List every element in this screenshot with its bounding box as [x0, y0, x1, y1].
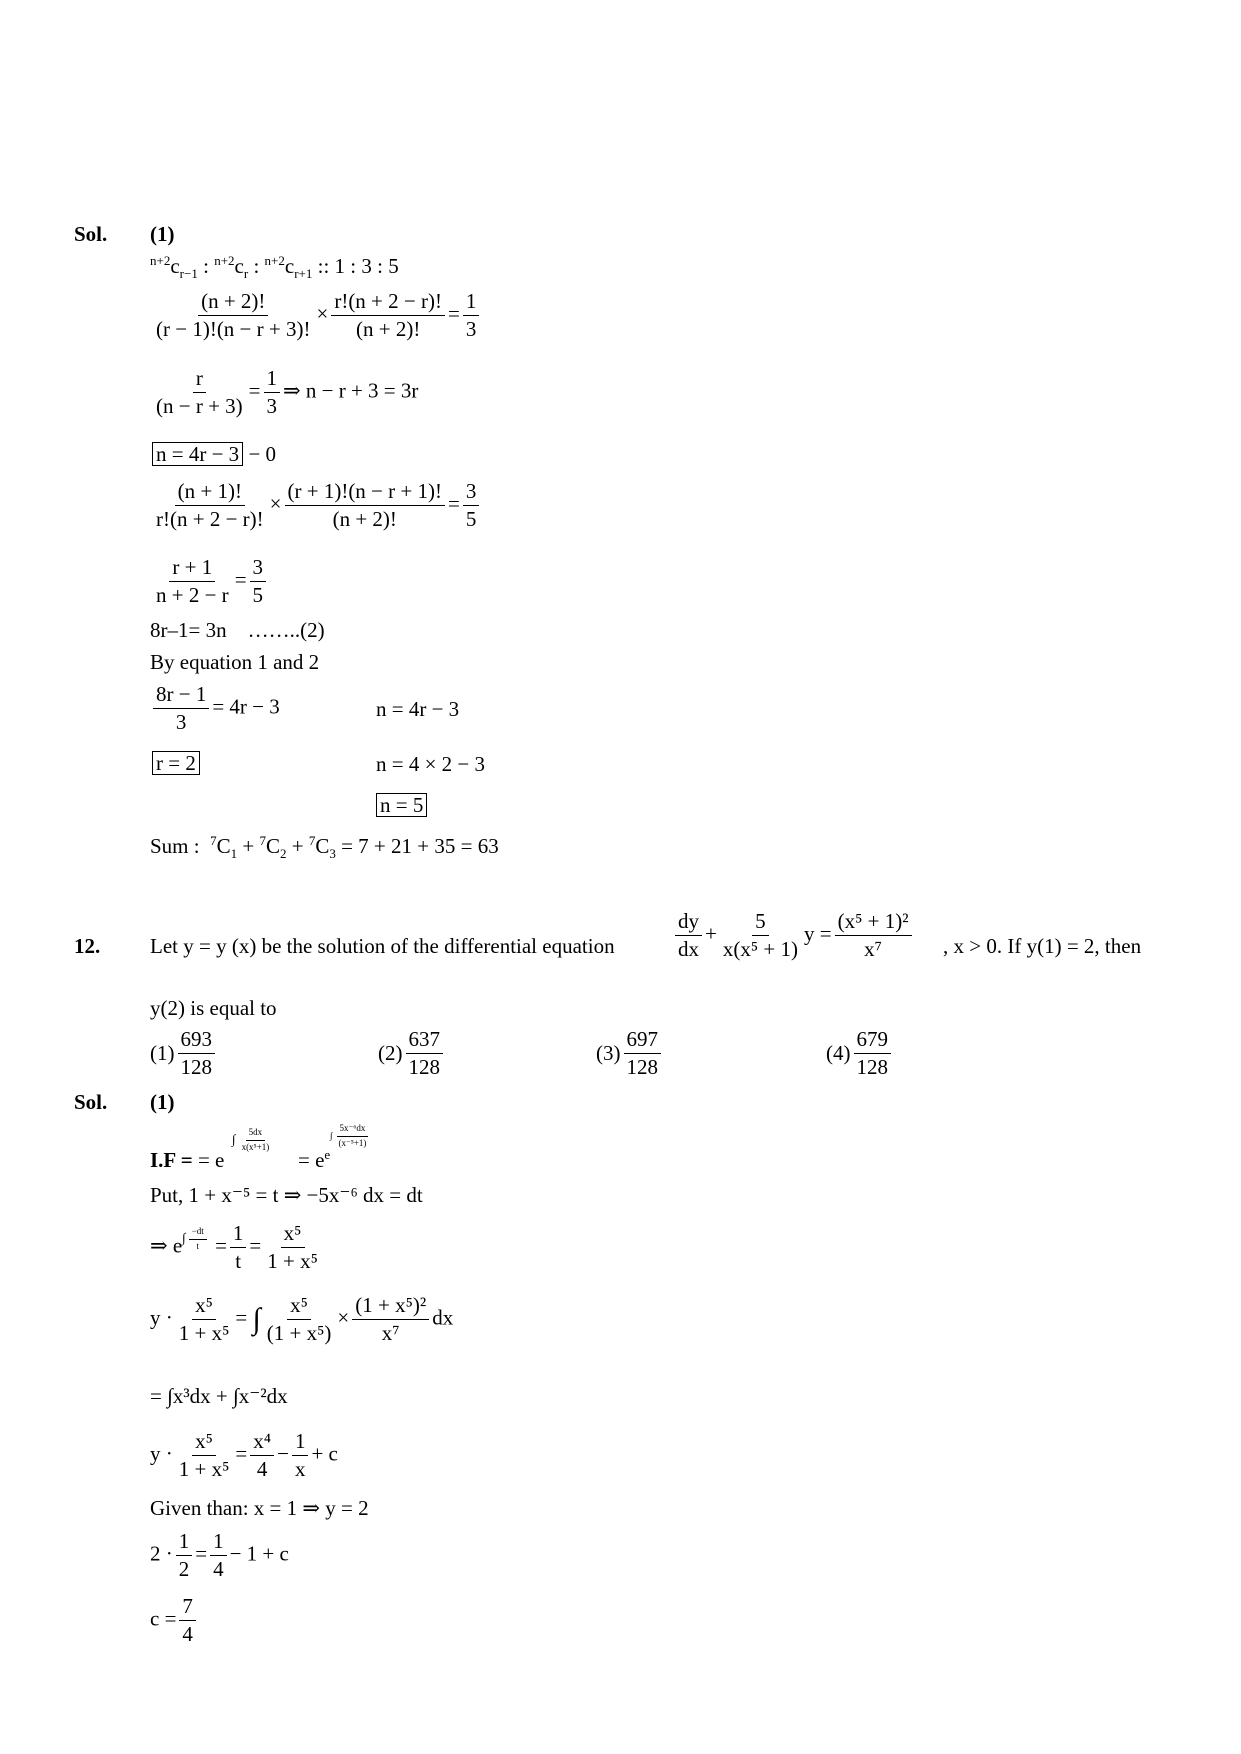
option-2[interactable]: (2) $\frac{637}{128}$	[378, 1028, 446, 1079]
sol-answer: (1)	[150, 1090, 175, 1114]
equation-9	[376, 793, 427, 818]
if-label: I.F = = e	[150, 1148, 225, 1172]
sol-label: Sol.	[74, 1090, 108, 1114]
given-line: Given than: x = 1 ⇒ y = 2	[150, 1496, 369, 1520]
result-equation: y · $\frac{\text{x⁵}}{\text{1 + x⁵}}$ = $\frac{\text{x⁴}}{4}$ − $\frac{1}{x}$ + c	[150, 1429, 338, 1482]
equation-8	[152, 751, 200, 776]
equation-3: n = 4r − 3 − 0	[152, 442, 276, 467]
integral-line: = ∫x³dx + ∫x⁻²dx	[150, 1384, 288, 1408]
if-exponent-2: ∫ $\frac{\text{5x⁻⁶dx}}{\text{(x⁻⁵+1)}}$	[330, 1123, 367, 1148]
y-equation: y · $\frac{\text{x⁵}}{\text{1 + x⁵}}$ = ∫ $\frac{\text{x⁵}}{\text{(1 + x⁵)}}$ × $\frac{\text{(1 + x⁵)²}}{\text{x⁷}}$ dx	[150, 1293, 454, 1346]
sol-answer: (1)	[150, 222, 175, 246]
equation-6: 8r–1= 3n ……..(2)	[150, 618, 325, 642]
question-text-line2: y(2) is equal to	[150, 996, 277, 1020]
equation-5: $\frac{r + 1}{n + 2 - r}$ = $\frac{3}{5}$	[150, 556, 269, 607]
equation-1: $\frac{(n + 2)!}{(r - 1)!(n - r + 3)!}$ × $\frac{r!(n + 2 - r)!}{(n + 2)!}$ = $\frac{1}{3}$	[150, 290, 482, 341]
c-equation: 2 · $\frac{1}{2}$ = $\frac{1}{4}$ − 1 + c	[150, 1529, 289, 1582]
option-4[interactable]: (4) $\frac{679}{128}$	[826, 1028, 894, 1079]
if-equals: = $e^e$	[298, 1147, 331, 1172]
arrow-line: ⇒ $e^{\int \frac{-dt}{t}}$ = $\frac{1}{t}$ = $\frac{\text{x⁵}}{\text{1 + x⁵}}$	[150, 1221, 318, 1274]
option-3[interactable]: (3) $\frac{697}{128}$	[596, 1028, 664, 1079]
sum-line: Sum : $^7C_1 + ^7C_2 + ^7C_3 = 7 + 21 + 35 = 63$	[150, 833, 499, 862]
option-1[interactable]: (1) $\frac{693}{128}$	[150, 1028, 218, 1079]
equation-7-right: n = 4r − 3	[376, 697, 460, 721]
sol-label: Sol.	[74, 222, 108, 246]
equation-7: $\frac{8r - 1}{3}$ = 4r − 3	[150, 683, 280, 734]
if-exponent-1: ∫ $\frac{5dx}{\text{x(x⁵+1)}}$	[232, 1127, 270, 1152]
put-line: Put, 1 + x⁻⁵ = t ⇒ −5x⁻⁶ dx = dt	[150, 1183, 423, 1207]
boxed-result: n = 5	[376, 793, 427, 817]
equation-4: $\frac{(n + 1)!}{r!(n + 2 - r)!}$ × $\frac{(r + 1)!(n - r + 1)!}{(n + 2)!}$ = $\frac{3}{5}$	[150, 480, 482, 531]
boxed-result: r = 2	[152, 751, 200, 775]
by-equation-text: By equation 1 and 2	[150, 650, 320, 674]
question-text-tail: , x > 0. If y(1) = 2, then	[943, 934, 1142, 958]
ratio-line: $^{n+2}c_{r-1}$ : $^{n+2}c_r$ : $^{n+2}c_{r+1}$ :: 1 : 3 : 5	[150, 253, 399, 282]
question-text: Let y = y (x) be the solution of the differential equation	[150, 934, 615, 958]
boxed-result: n = 4r − 3	[152, 442, 243, 466]
equation-2: $\frac{r}{(n - r + 3)}$ = $\frac{1}{3}$ ⇒ n − r + 3 = 3r	[156, 366, 419, 419]
c-value: c = $\frac{7}{4}$	[150, 1595, 199, 1646]
differential-equation: $\frac{dy}{dx}$ + $\frac{5}{\text{x(x⁵ + 1)}}$ y = $\frac{\text{(x⁵ + 1)²}}{\text{x⁷}}$	[672, 910, 915, 961]
question-number: 12.	[74, 934, 101, 958]
equation-8-right: n = 4 × 2 − 3	[376, 752, 486, 776]
